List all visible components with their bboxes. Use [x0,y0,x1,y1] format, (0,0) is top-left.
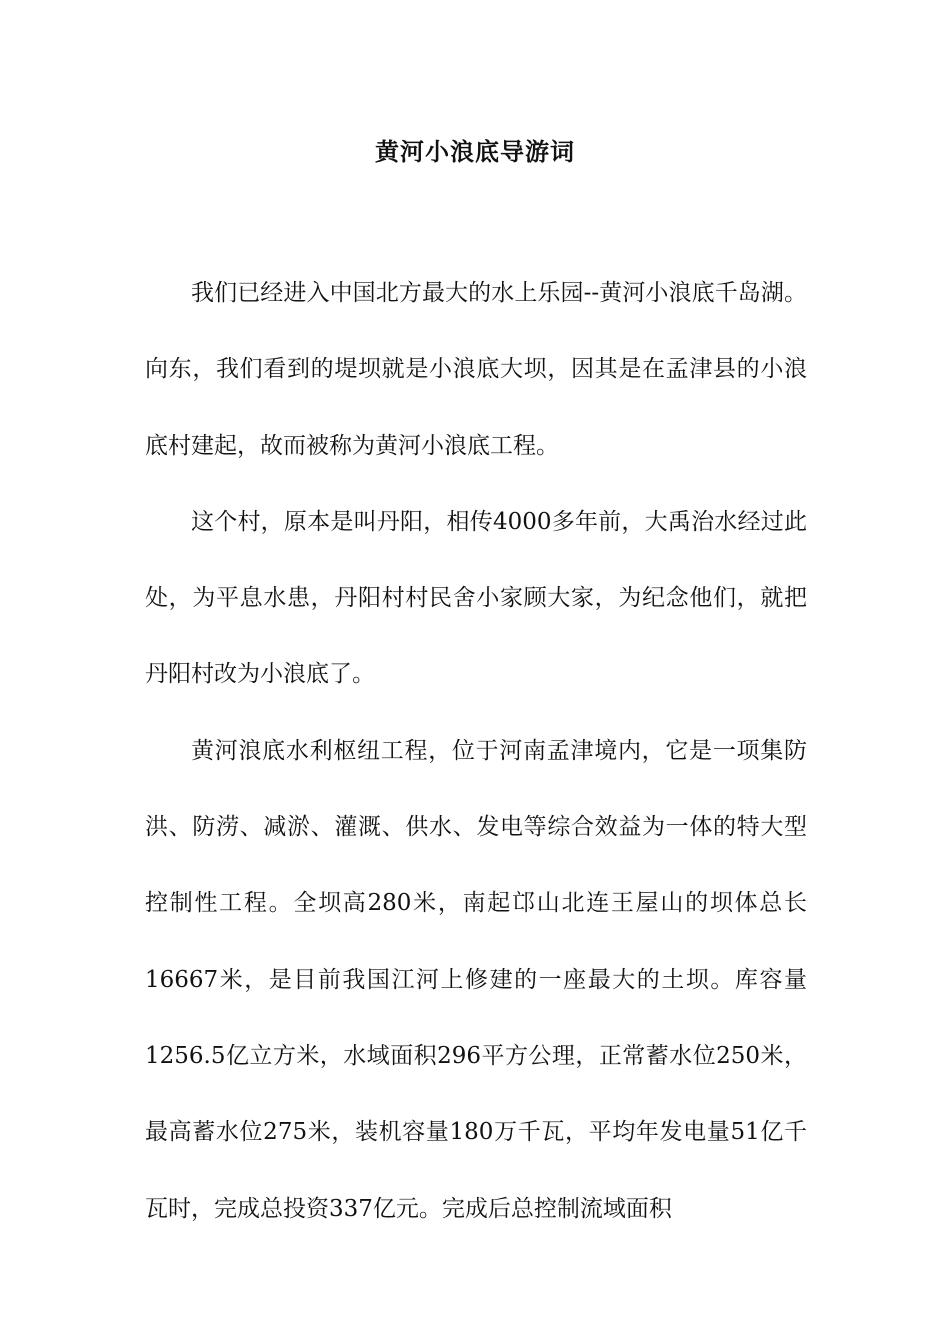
paragraph-2: 这个村，原本是叫丹阳，相传4000多年前，大禹治水经过此处，为平息水患，丹阳村村民舍小家顾大家，为纪念他们，就把丹阳村改为小浪底了。 [145,508,807,688]
paragraph-3: 黄河浪底水利枢纽工程，位于河南孟津境内，它是一项集防洪、防涝、减淤、灌溉、供水、发电等综合效益为一体的特大型控制性工程。全坝高280米，南起邙山北连王屋山的坝体总长16667米，是目前我国江河上修建的一座最大的土坝。库容量1256.5亿立方米，水域面积296平方公理，正常蓄水位250米，最高蓄水位275米，装机容量180万千瓦，平均年发电量51亿千瓦时，完成总投资337亿元。完成后总控制流域面积 [145,737,807,1222]
paragraph-1: 我们已经进入中国北方最大的水上乐园--黄河小浪底千岛湖。向东，我们看到的堤坝就是小浪底大坝，因其是在孟津县的小浪底村建起，故而被称为黄河小浪底工程。 [145,280,807,459]
document-title: 黄河小浪底导游词 [375,137,575,166]
document-body [145,255,807,1247]
